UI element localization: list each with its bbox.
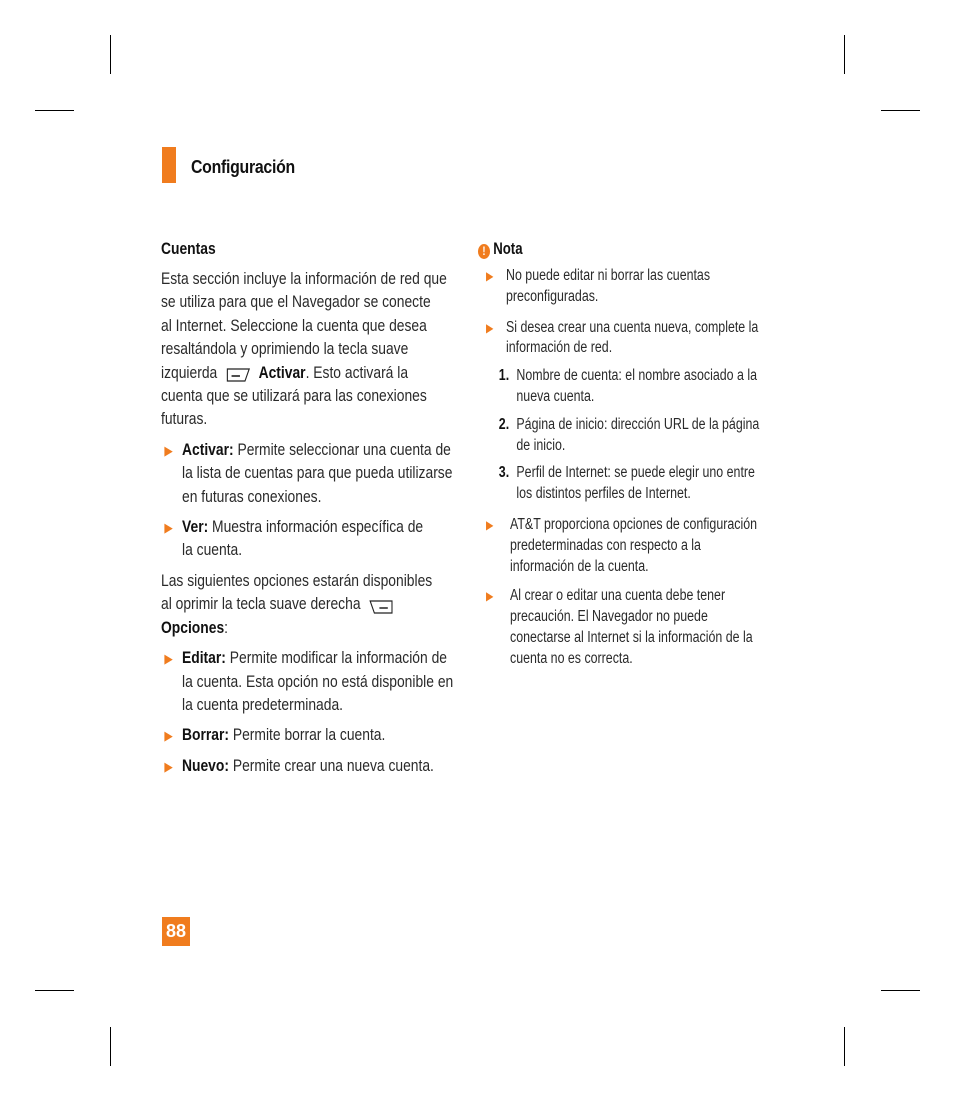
item-number: 3. — [498, 464, 510, 482]
bullet-term: Editar: — [182, 649, 226, 668]
arrow-icon: ▶ — [164, 728, 173, 744]
bullet-term: Borrar: — [182, 726, 229, 745]
right-column — [478, 238, 782, 670]
options-paragraph — [161, 570, 497, 640]
bullet-text: en futuras conexiones. — [182, 487, 322, 506]
options-line: Las siguientes opciones estarán disponibles — [161, 571, 433, 590]
arrow-icon: ▶ — [486, 269, 494, 283]
crop-mark — [844, 1027, 845, 1066]
bullet-term: Nuevo: — [182, 756, 229, 775]
nota-heading — [478, 238, 782, 260]
bullet-list — [161, 647, 497, 778]
intro-paragraph — [161, 268, 497, 432]
intro-line: al Internet. Seleccione la cuenta que desea — [161, 316, 427, 335]
bullet-nuevo — [161, 755, 497, 778]
note-text: No puede editar ni borrar las cuentas — [506, 267, 711, 284]
options-text: : — [224, 618, 229, 637]
bullet-term: Ver: — [182, 518, 209, 537]
note-bullet — [478, 266, 782, 308]
opciones-label: Opciones — [161, 618, 225, 637]
intro-line — [161, 362, 497, 385]
arrow-icon: ▶ — [164, 520, 173, 536]
left-softkey-icon — [226, 366, 250, 380]
intro-line: cuenta que se utilizará para las conexiones — [161, 387, 427, 406]
bullet-ver — [161, 516, 497, 563]
nota-label: Nota — [493, 240, 523, 258]
note-text: Página de inicio: dirección URL de la página — [516, 415, 760, 433]
cuentas-heading: Cuentas — [161, 240, 216, 258]
numbered-item — [478, 415, 782, 457]
intro-line: se utiliza para que el Navegador se conecte — [161, 293, 431, 312]
note-text: predeterminadas con respecto a la — [510, 536, 701, 554]
bullet-borrar — [161, 724, 497, 747]
bullet-term: Activar: — [182, 440, 234, 459]
numbered-item — [478, 463, 782, 505]
intro-word: . Esto activará la — [305, 363, 409, 382]
note-text: Al crear o editar una cuenta debe tener — [510, 587, 726, 605]
intro-line: Esta sección incluye la información de red que — [161, 270, 447, 288]
section-accent-bar — [162, 147, 176, 183]
note-text: AT&T proporciona opciones de configuración — [510, 515, 758, 533]
item-number: 2. — [498, 415, 510, 433]
note-bullet — [478, 586, 782, 669]
note-text: información de red. — [506, 339, 613, 357]
note-bullet — [478, 515, 782, 577]
note-text: de inicio. — [516, 436, 566, 454]
bullet-text: Permite borrar la cuenta. — [228, 726, 386, 745]
crop-mark — [881, 990, 920, 991]
intro-line: futuras. — [161, 410, 208, 429]
options-text: al oprimir la tecla suave derecha — [161, 595, 361, 614]
note-text: información de la cuenta. — [510, 557, 649, 575]
note-text: conectarse al Internet si la información de la — [510, 628, 753, 646]
bullet-text: la cuenta. — [182, 541, 243, 560]
note-text: Perfil de Internet: se puede elegir uno entre — [516, 464, 755, 482]
crop-mark — [35, 990, 74, 991]
arrow-icon: ▶ — [164, 651, 173, 667]
crop-mark — [110, 35, 111, 74]
section-title: Configuración — [191, 157, 295, 177]
note-text: preconfiguradas. — [506, 287, 599, 305]
note-bullet — [478, 318, 782, 360]
arrow-icon: ▶ — [164, 758, 173, 774]
bullet-activar — [161, 439, 497, 509]
arrow-icon: ▶ — [486, 320, 494, 335]
right-softkey-icon — [369, 598, 393, 612]
page-number: 88 — [162, 917, 190, 946]
crop-mark — [844, 35, 845, 74]
arrow-icon: ▶ — [164, 442, 173, 458]
bullet-text: Permite modificar la información de — [225, 649, 447, 668]
options-line — [161, 617, 497, 640]
bullet-text: la cuenta. Esta opción no está disponible en — [182, 672, 454, 691]
bullet-text: Permite seleccionar una cuenta de — [233, 440, 451, 459]
left-column — [161, 238, 497, 778]
note-text: Nombre de cuenta: el nombre asociado a la — [516, 367, 757, 385]
intro-word: izquierda — [161, 363, 218, 382]
note-text: precaución. El Navegador no puede — [510, 608, 708, 626]
options-line — [161, 593, 497, 616]
note-text: cuenta no es correcta. — [510, 649, 633, 667]
bullet-text: Muestra información específica de — [208, 518, 424, 537]
bullet-text: la cuenta predeterminada. — [182, 695, 344, 714]
crop-mark — [35, 110, 74, 111]
numbered-item — [478, 366, 782, 408]
bullet-text: la lista de cuentas para que pueda utilizarse — [182, 464, 453, 483]
crop-mark — [881, 110, 920, 111]
item-number: 1. — [498, 367, 510, 385]
crop-mark — [110, 1027, 111, 1066]
arrow-icon: ▶ — [486, 517, 494, 532]
bullet-editar — [161, 647, 497, 717]
note-text: Si desea crear una cuenta nueva, complete la — [506, 318, 759, 336]
bullet-list — [161, 439, 497, 563]
note-text: los distintos perfiles de Internet. — [516, 485, 691, 503]
arrow-icon: ▶ — [486, 589, 494, 604]
warning-icon: ! — [478, 244, 490, 259]
bullet-text: Permite crear una nueva cuenta. — [228, 756, 434, 775]
activar-label: Activar — [258, 363, 306, 382]
note-text: nueva cuenta. — [516, 387, 595, 405]
intro-line: resaltándola y oprimiendo la tecla suave — [161, 340, 409, 359]
